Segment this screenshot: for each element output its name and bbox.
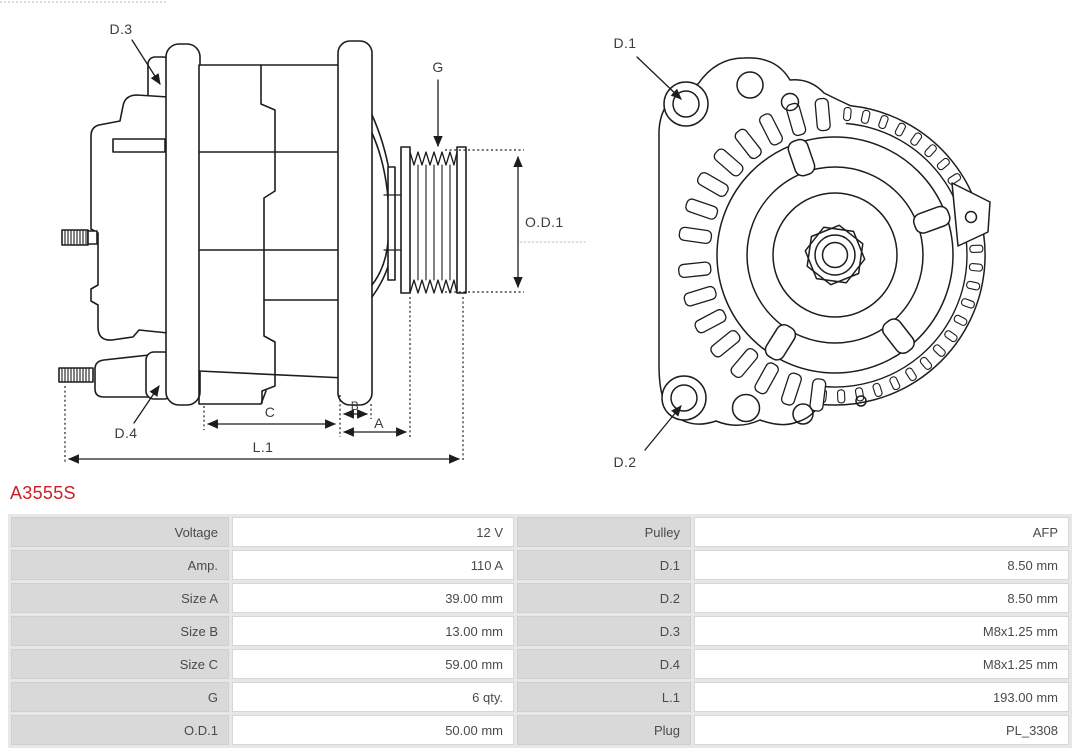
spec-label: Pulley [517, 517, 691, 547]
spec-label: Size B [11, 616, 229, 646]
spec-value: 110 A [232, 550, 514, 580]
label-d3: D.3 [109, 21, 133, 37]
spec-value: PL_3308 [694, 715, 1069, 745]
spec-label: Amp. [11, 550, 229, 580]
spec-label: Plug [517, 715, 691, 745]
spec-value: 8.50 mm [694, 583, 1069, 613]
part-number: A3555S [10, 483, 76, 503]
spec-label: D.3 [517, 616, 691, 646]
spec-value: M8x1.25 mm [694, 616, 1069, 646]
label-c: C [264, 404, 276, 420]
side-view-drawing [59, 21, 586, 462]
body-bottom-skirt [199, 371, 266, 404]
pointer-d2 [645, 406, 681, 450]
spec-value: 13.00 mm [232, 616, 514, 646]
front-bracket-right-flange [338, 41, 372, 405]
spec-label: D.1 [517, 550, 691, 580]
spec-value: 6 qty. [232, 682, 514, 712]
mount-boss-d2 [662, 376, 706, 420]
spec-value: 39.00 mm [232, 583, 514, 613]
rear-view-drawing [614, 35, 991, 470]
spec-value: 12 V [232, 517, 514, 547]
spec-label: Voltage [11, 517, 229, 547]
upper-stud [62, 230, 97, 245]
pointer-d1 [637, 57, 681, 99]
rear-cover-slot [113, 139, 165, 152]
spec-label: O.D.1 [11, 715, 229, 745]
spec-label: L.1 [517, 682, 691, 712]
spec-table [8, 514, 1072, 748]
spec-label: G [11, 682, 229, 712]
front-bracket-left-flange [166, 44, 200, 405]
label-d1: D.1 [613, 35, 637, 51]
spec-value: 59.00 mm [232, 649, 514, 679]
label-od1: O.D.1 [525, 214, 564, 230]
spec-label: D.4 [517, 649, 691, 679]
label-g: G [432, 59, 444, 75]
spec-value: AFP [694, 517, 1069, 547]
pulley [401, 147, 466, 293]
label-d4: D.4 [114, 425, 138, 441]
spec-label: Size A [11, 583, 229, 613]
rear-cover [91, 95, 168, 340]
label-l1: L.1 [252, 439, 274, 455]
spec-value: 8.50 mm [694, 550, 1069, 580]
spec-value: M8x1.25 mm [694, 649, 1069, 679]
label-d2: D.2 [613, 454, 637, 470]
spec-value: 50.00 mm [232, 715, 514, 745]
spec-value: 193.00 mm [694, 682, 1069, 712]
spec-label: D.2 [517, 583, 691, 613]
label-a: A [374, 415, 384, 431]
label-b: B [350, 399, 360, 413]
spec-label: Size C [11, 649, 229, 679]
stator-body [199, 65, 345, 378]
